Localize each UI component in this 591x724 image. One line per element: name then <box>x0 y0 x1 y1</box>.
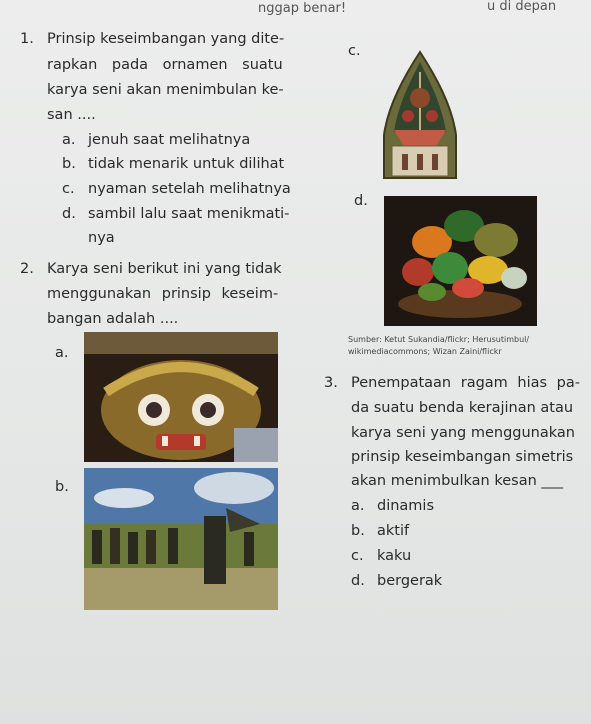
q3-line-4: prinsip keseimbangan simetris <box>351 449 574 465</box>
wayang-kayon-image <box>380 50 460 182</box>
q1-line-2: rapkan pada ornamen suatu <box>47 57 283 73</box>
q3-option-c-letter: c. <box>351 548 364 564</box>
q1-line-3: karya seni akan menimbulan ke- <box>47 82 284 98</box>
q1-option-d-text: sambil lalu saat menikmati- <box>88 206 290 222</box>
q2-line-2: menggunakan prinsip keseim- <box>47 286 279 302</box>
q1-option-b-letter: b. <box>62 156 76 172</box>
image-b-label: b. <box>55 479 69 495</box>
q3-option-a-letter: a. <box>351 498 365 514</box>
q3-line-1: Penempataan ragam hias pa- <box>351 375 580 391</box>
q1-option-a-text: jenuh saat melihatnya <box>88 132 251 148</box>
q1-number: 1. <box>20 31 34 47</box>
q1-line-4: san .... <box>47 107 96 123</box>
q3-option-a-text: dinamis <box>377 498 435 514</box>
photo-credit-line-2: wikimediacommons; Wizan Zaini/flickr <box>348 347 502 356</box>
q3-option-b-letter: b. <box>351 523 365 539</box>
q3-line-3: karya seni yang menggunakan <box>351 425 575 441</box>
dancers-field-image <box>84 468 278 610</box>
image-a-label: a. <box>55 345 69 361</box>
q1-option-d-continuation: nya <box>88 230 115 246</box>
q1-option-b-text: tidak menarik untuk dilihat <box>88 156 285 172</box>
q2-number: 2. <box>20 261 34 277</box>
q2-line-3: bangan adalah .... <box>47 311 179 327</box>
header-left-text: nggap benar! <box>258 1 347 16</box>
q1-option-c-text: nyaman setelah melihatnya <box>88 181 291 197</box>
q1-option-c-letter: c. <box>62 181 75 197</box>
q3-line-2: da suatu benda kerajinan atau <box>351 400 574 416</box>
q3-option-d-letter: d. <box>351 573 365 589</box>
q1-option-a-letter: a. <box>62 132 76 148</box>
q3-option-c-text: kaku <box>377 548 412 564</box>
q3-number: 3. <box>324 375 338 391</box>
q3-option-d-text: bergerak <box>377 573 443 589</box>
header-right-text: u di depan <box>487 0 557 14</box>
photo-credit-line-1: Sumber: Ketut Sukandia/flickr; Herusutimbul/ <box>348 335 530 344</box>
q3-line-5: akan menimbulkan kesan ___ <box>351 473 564 489</box>
q3-option-b-text: aktif <box>377 523 410 539</box>
q2-line-1: Karya seni berikut ini yang tidak <box>47 261 282 277</box>
image-d-label: d. <box>354 193 368 209</box>
q1-line-1: Prinsip keseimbangan yang dite- <box>47 31 285 47</box>
q1-option-d-letter: d. <box>62 206 76 222</box>
barong-mask-image <box>84 332 278 462</box>
image-c-label: c. <box>348 43 361 59</box>
fruit-arrangement-image <box>384 196 537 326</box>
